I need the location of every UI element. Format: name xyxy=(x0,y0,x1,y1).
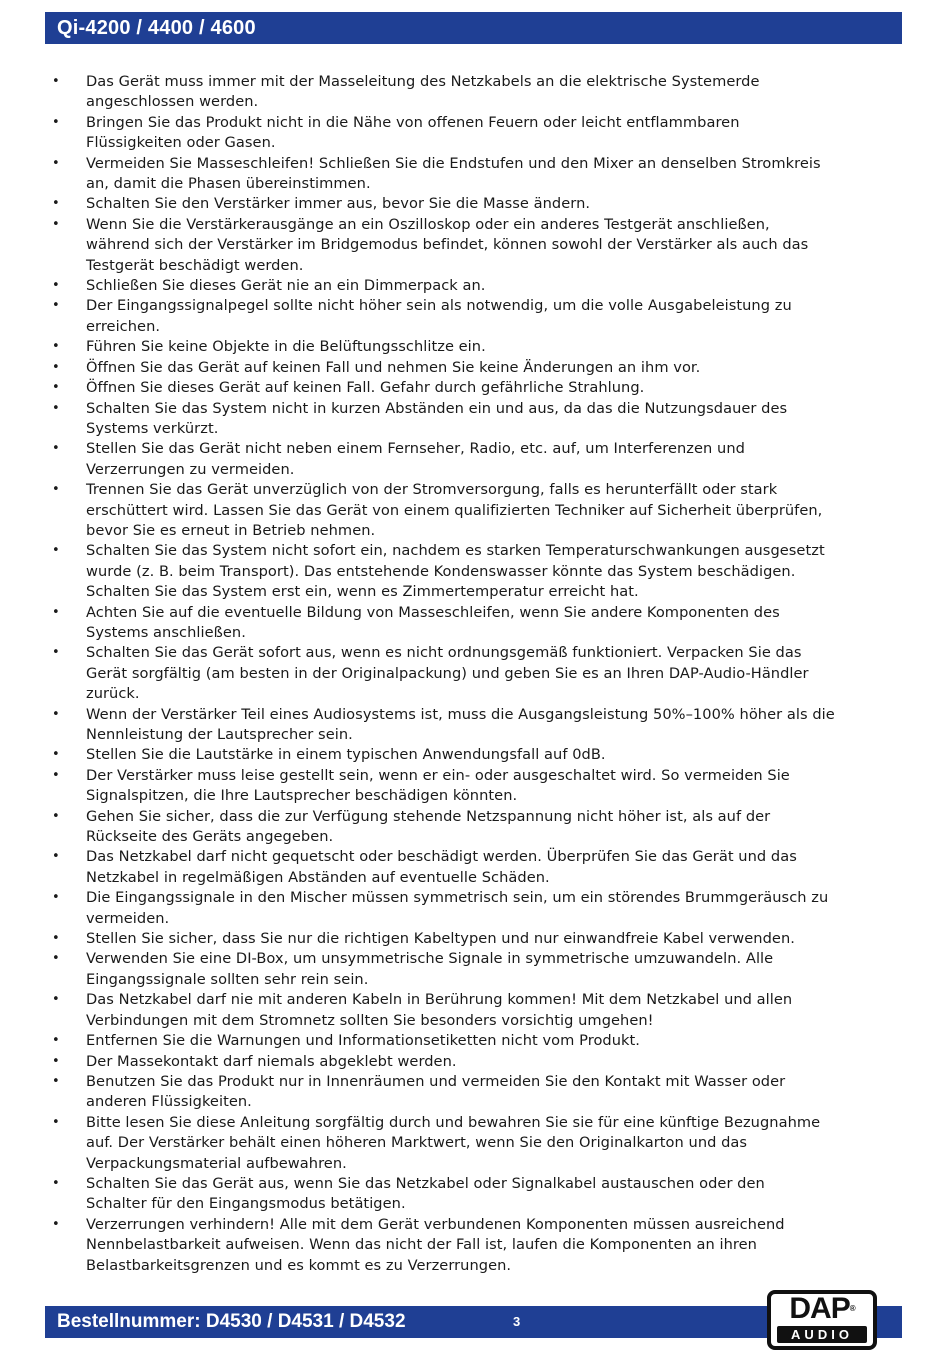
list-item-text: angeschlossen werden. xyxy=(86,93,259,111)
list-item-text: Bitte lesen Sie diese Anleitung sorgfältig durch und bewahren Sie sie für eine künftige Bezugnahme xyxy=(86,1113,821,1131)
list-item xyxy=(45,1113,895,1174)
list-item xyxy=(45,215,895,276)
bullet-icon: • xyxy=(52,216,60,232)
bullet-icon: • xyxy=(52,931,60,947)
list-item xyxy=(45,399,895,440)
list-item-text: Rückseite des Geräts angegeben. xyxy=(86,828,334,846)
list-item xyxy=(45,603,895,644)
list-item xyxy=(45,949,895,990)
list-item xyxy=(45,643,895,704)
bullet-icon: • xyxy=(52,114,60,130)
bullet-icon: • xyxy=(52,339,60,355)
list-item-text: Wenn Sie die Verstärkerausgänge an ein Oszilloskop oder ein anderes Testgerät anschließen, xyxy=(86,215,770,233)
list-item-text: wurde (z. B. beim Transport). Das entstehende Kondenswasser könnte das System beschädigen. xyxy=(86,562,796,580)
bullet-icon: • xyxy=(52,767,60,783)
list-item-text: Das Gerät muss immer mit der Masseleitung des Netzkabels an die elektrische Systemerde xyxy=(86,73,760,90)
bullet-icon: • xyxy=(52,1053,60,1069)
list-item-text: Der Massekontakt darf niemals abgeklebt werden. xyxy=(86,1052,457,1070)
document-title: Qi-4200 / 4400 / 4600 xyxy=(57,17,256,39)
list-item-text: an, damit die Phasen übereinstimmen. xyxy=(86,175,371,193)
list-item xyxy=(45,766,895,807)
list-item-text: Verwenden Sie eine DI-Box, um unsymmetrische Signale in symmetrische umzuwandeln. Alle xyxy=(86,950,774,968)
list-item xyxy=(45,378,895,398)
list-item-text: während sich der Verstärker im Bridgemodus befindet, können sowohl der Verstärker als auch das xyxy=(86,236,809,254)
bullet-icon: • xyxy=(52,747,60,763)
list-item-text: vermeiden. xyxy=(86,909,170,927)
list-item-text: auf. Der Verstärker behält einen höheren Marktwert, wenn Sie den Originalkarton und das xyxy=(86,1134,748,1152)
bullet-icon: • xyxy=(52,380,60,396)
list-item xyxy=(45,745,895,765)
list-item-text: Schalten Sie das System nicht in kurzen Abständen ein und aus, da das die Nutzungsdauer des xyxy=(86,399,788,417)
list-item-text: Schließen Sie dieses Gerät nie an ein Dimmerpack an. xyxy=(86,277,486,295)
list-item-text: erreichen. xyxy=(86,317,161,335)
list-item-text: Nennbelastbarkeit aufweisen. Wenn das nicht der Fall ist, laufen die Komponenten an ihren xyxy=(86,1236,757,1254)
dap-audio-logo xyxy=(767,1290,877,1350)
list-item xyxy=(45,888,895,929)
list-item xyxy=(45,194,895,214)
list-item xyxy=(45,1072,895,1113)
list-item xyxy=(45,705,895,746)
list-item xyxy=(45,1031,895,1051)
list-item-text: Öffnen Sie das Gerät auf keinen Fall und nehmen Sie keine Änderungen an ihm vor. xyxy=(86,358,701,376)
list-item-text: Der Eingangssignalpegel sollte nicht höher sein als notwendig, um die volle Ausgabeleistung zu xyxy=(86,297,792,315)
list-item xyxy=(45,847,895,888)
bullet-icon: • xyxy=(52,400,60,416)
bullet-icon: • xyxy=(52,1073,60,1089)
list-item xyxy=(45,1052,895,1072)
bullet-icon: • xyxy=(52,992,60,1008)
list-item-text: Netzkabel in regelmäßigen Abständen auf eventuelle Schäden. xyxy=(86,868,550,886)
list-item-text: Systems verkürzt. xyxy=(86,419,219,437)
list-item-text: Nennleistung der Lautsprecher sein. xyxy=(86,726,353,743)
bullet-icon: • xyxy=(52,1216,60,1232)
list-item xyxy=(45,337,895,357)
list-item-text: Schalten Sie das Gerät sofort aus, wenn es nicht ordnungsgemäß funktioniert. Verpacken Sie das xyxy=(86,644,802,662)
list-item-text: Gehen Sie sicher, dass die zur Verfügung stehende Netzspannung nicht höher ist, als auf der xyxy=(86,807,771,825)
list-item xyxy=(45,439,895,480)
bullet-icon: • xyxy=(52,196,60,212)
list-item-text: Eingangssignale sollten sehr rein sein. xyxy=(86,970,369,988)
logo-brand: DAP® xyxy=(789,1292,855,1325)
safety-instructions xyxy=(45,72,895,1276)
list-item-text: Vermeiden Sie Masseschleifen! Schließen Sie die Endstufen und den Mixer an denselben Stromkreis xyxy=(86,154,821,172)
bullet-icon: • xyxy=(52,155,60,171)
bullet-icon: • xyxy=(52,1114,60,1130)
list-item-text: Schalter für den Eingangsmodus betätigen. xyxy=(86,1195,406,1213)
bullet-list xyxy=(45,72,895,1276)
logo-sub: AUDIO xyxy=(777,1326,867,1343)
list-item-text: Die Eingangssignale in den Mischer müssen symmetrisch sein, um ein störendes Brummgeräusch zu xyxy=(86,889,829,907)
bullet-icon: • xyxy=(52,604,60,620)
bullet-icon: • xyxy=(52,298,60,314)
bullet-icon: • xyxy=(52,645,60,661)
list-item xyxy=(45,480,895,541)
list-item xyxy=(45,1215,895,1276)
list-item-text: Trennen Sie das Gerät unverzüglich von der Stromversorgung, falls es herunterfällt oder stark xyxy=(86,481,778,499)
list-item-text: Flüssigkeiten oder Gasen. xyxy=(86,134,276,152)
list-item-text: Signalspitzen, die Ihre Lautsprecher beschädigen könnten. xyxy=(86,787,518,805)
list-item-text: Systems anschließen. xyxy=(86,623,246,641)
list-item-text: Verbindungen mit dem Stromnetz sollten Sie besonders vorsichtig umgehen! xyxy=(86,1011,654,1029)
list-item-text: Stellen Sie die Lautstärke in einem typischen Anwendungsfall auf 0dB. xyxy=(86,746,606,764)
list-item xyxy=(45,72,895,113)
list-item xyxy=(45,1174,895,1215)
list-item-text: Der Verstärker muss leise gestellt sein, wenn er ein- oder ausgeschaltet wird. So vermeiden Sie xyxy=(86,766,790,784)
list-item-text: anderen Flüssigkeiten. xyxy=(86,1093,252,1111)
list-item-text: Schalten Sie das System erst ein, wenn es Zimmertemperatur erreicht hat. xyxy=(86,583,639,601)
page-number: 3 xyxy=(513,1314,521,1329)
bullet-icon: • xyxy=(52,1033,60,1049)
bullet-icon: • xyxy=(52,890,60,906)
list-item-text: Führen Sie keine Objekte in die Belüftungsschlitze ein. xyxy=(86,338,486,356)
list-item-text: erschüttert wird. Lassen Sie das Gerät von einem qualifizierten Techniker auf Sicherheit überprüfen, xyxy=(86,501,823,519)
list-item-text: Schalten Sie das System nicht sofort ein, nachdem es starken Temperaturschwankungen ausgesetzt xyxy=(86,542,825,560)
bullet-icon: • xyxy=(52,706,60,722)
list-item-text: Testgerät beschädigt werden. xyxy=(86,256,304,274)
list-item-text: Gerät sorgfältig (am besten in der Originalpackung) und geben Sie es an Ihren DAP-Audio-Händler xyxy=(86,664,809,682)
bullet-icon: • xyxy=(52,849,60,865)
list-item-text: Achten Sie auf die eventuelle Bildung von Masseschleifen, wenn Sie andere Komponenten des xyxy=(86,603,780,621)
list-item-text: Bringen Sie das Produkt nicht in die Nähe von offenen Feuern oder leicht entflammbaren xyxy=(86,113,740,131)
list-item xyxy=(45,358,895,378)
list-item-text: Benutzen Sie das Produkt nur in Innenräumen und vermeiden Sie den Kontakt mit Wasser oder xyxy=(86,1072,786,1090)
list-item-text: Belastbarkeitsgrenzen und es kommt es zu Verzerrungen. xyxy=(86,1256,512,1274)
list-item xyxy=(45,276,895,296)
header-bar xyxy=(45,12,902,44)
list-item xyxy=(45,296,895,337)
list-item-text: bevor Sie es erneut in Betrieb nehmen. xyxy=(86,521,376,539)
list-item-text: Entfernen Sie die Warnungen und Informationsetiketten nicht vom Produkt. xyxy=(86,1032,640,1050)
list-item xyxy=(45,929,895,949)
list-item-text: Das Netzkabel darf nicht gequetscht oder beschädigt werden. Überprüfen Sie das Gerät und das xyxy=(86,848,797,866)
list-item-text: Verzerrungen zu vermeiden. xyxy=(86,460,295,478)
list-item xyxy=(45,807,895,848)
list-item xyxy=(45,113,895,154)
list-item-text: Verzerrungen verhindern! Alle mit dem Gerät verbundenen Komponenten müssen ausreichend xyxy=(86,1215,785,1233)
bullet-icon: • xyxy=(52,543,60,559)
list-item-text: zurück. xyxy=(86,685,140,703)
order-number: Bestellnummer: D4530 / D4531 / D4532 xyxy=(57,1311,406,1332)
bullet-icon: • xyxy=(52,74,60,89)
bullet-icon: • xyxy=(52,808,60,824)
list-item xyxy=(45,541,895,602)
list-item-text: Stellen Sie das Gerät nicht neben einem Fernseher, Radio, etc. auf, um Interferenzen und xyxy=(86,440,745,458)
list-item-text: Verpackungsmaterial aufbewahren. xyxy=(86,1154,347,1172)
list-item xyxy=(45,154,895,195)
bullet-icon: • xyxy=(52,359,60,375)
bullet-icon: • xyxy=(52,1175,60,1191)
list-item xyxy=(45,990,895,1031)
list-item-text: Wenn der Verstärker Teil eines Audiosystems ist, muss die Ausgangsleistung 50%–100% höher als die xyxy=(86,705,835,723)
list-item-text: Schalten Sie den Verstärker immer aus, bevor Sie die Masse ändern. xyxy=(86,195,591,213)
list-item-text: Schalten Sie das Gerät aus, wenn Sie das Netzkabel oder Signalkabel austauschen oder den xyxy=(86,1174,765,1192)
list-item-text: Das Netzkabel darf nie mit anderen Kabeln in Berührung kommen! Mit dem Netzkabel und allen xyxy=(86,991,793,1009)
bullet-icon: • xyxy=(52,482,60,498)
list-item-text: Öffnen Sie dieses Gerät auf keinen Fall. Gefahr durch gefährliche Strahlung. xyxy=(86,379,645,397)
bullet-icon: • xyxy=(52,441,60,457)
list-item-text: Stellen Sie sicher, dass Sie nur die richtigen Kabeltypen und nur einwandfreie Kabel verwenden. xyxy=(86,930,795,948)
bullet-icon: • xyxy=(52,278,60,294)
bullet-icon: • xyxy=(52,951,60,967)
